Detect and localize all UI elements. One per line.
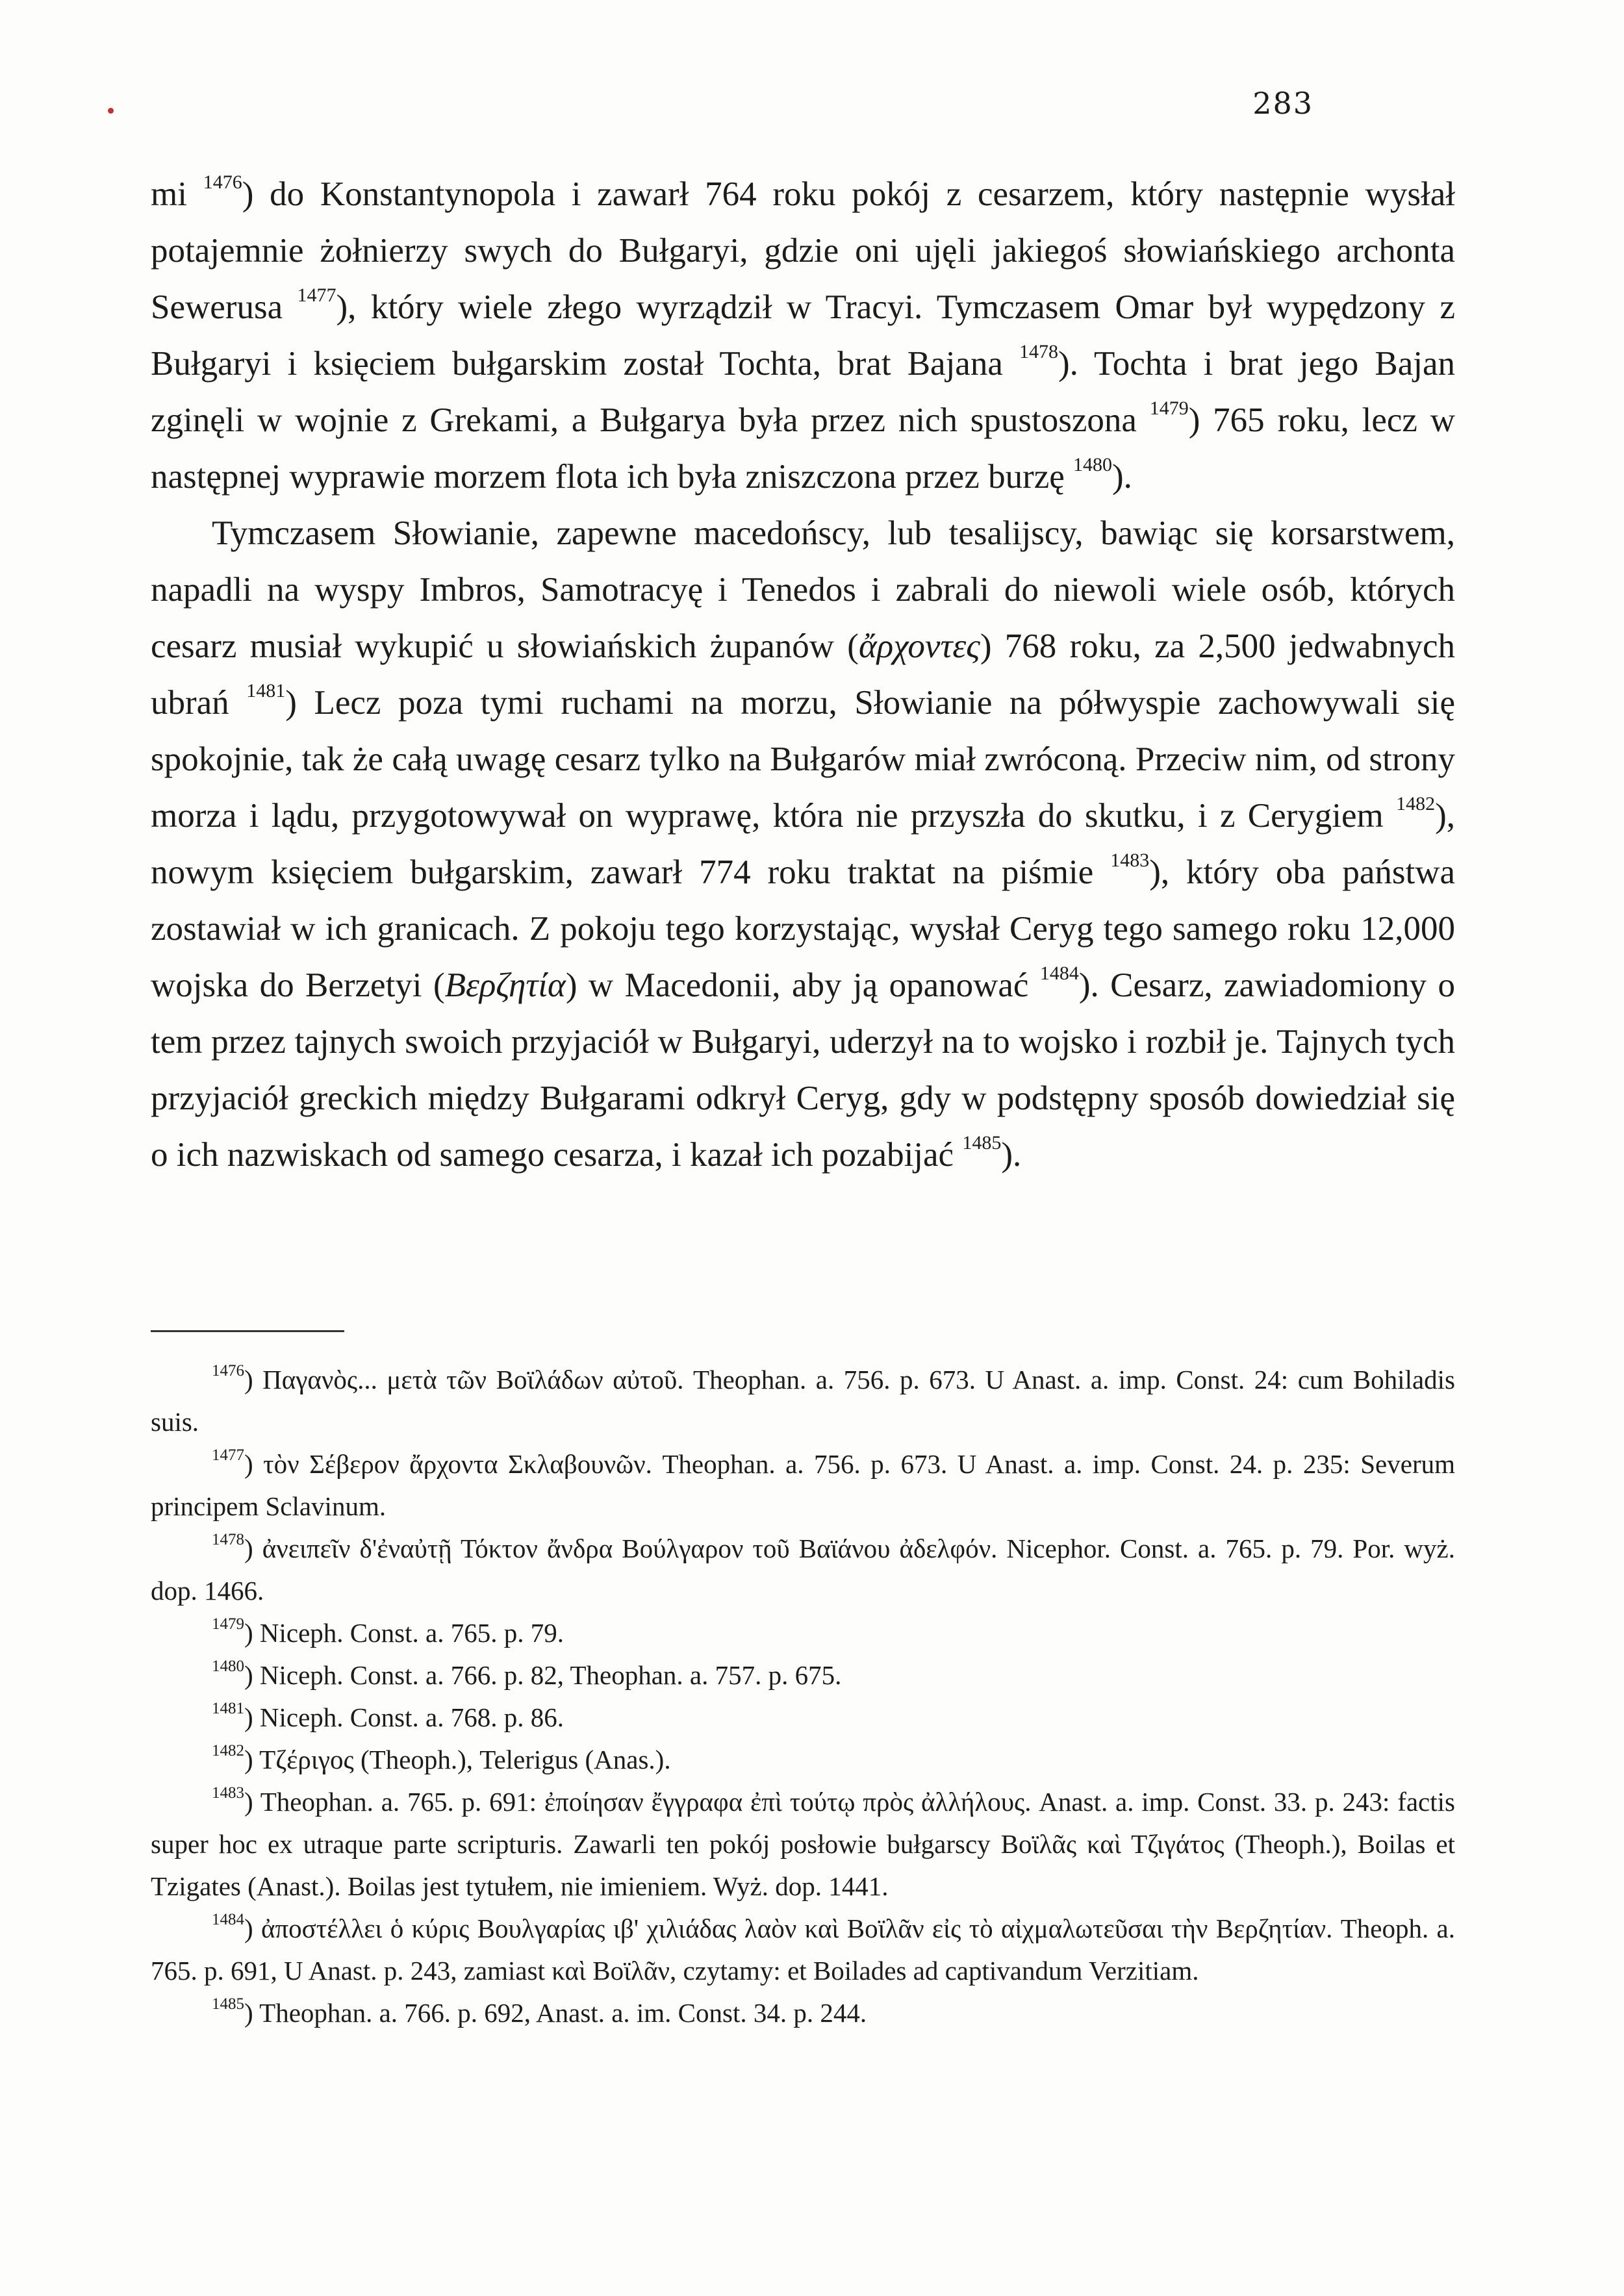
text-run: ) w Macedonii, aby ją opanować: [565, 966, 1040, 1004]
footnote-text: ) Niceph. Const. a. 765. p. 79.: [244, 1618, 564, 1648]
footnote-ref: 1483: [1110, 850, 1150, 871]
footnote-ref: 1478: [1019, 341, 1058, 362]
footnote-text: ) Τζέριγος (Theoph.), Telerigus (Anas.).: [244, 1745, 671, 1774]
paragraph: [151, 166, 1455, 505]
footnote: [151, 1612, 1455, 1654]
paragraph: [151, 505, 1455, 1183]
text-run: ), nowym księciem bułgarskim, zawarł 774 roku traktat na piśmie: [151, 797, 1455, 891]
text-run: ) 765 roku, lecz w następnej wyprawie morzem flota ich była zniszczona przez burzę: [151, 401, 1456, 496]
text-run: ) 768 roku, za 2,500 jedwabnych ubrań: [151, 627, 1455, 722]
footnote-text: ) Niceph. Const. a. 768. p. 86.: [244, 1702, 564, 1732]
footnote-text: ) ἀνειπεῖν δ'ἐναὐτῇ Τόκτον ἄνδρα Βούλγαρον τοῦ Βαϊάνου ἀδελφόν. Nicephor. Const. a. 765. p. 79. Por. wyż. dop. 1466.: [151, 1533, 1455, 1606]
footnote: [151, 1739, 1455, 1781]
text-run: ). Cesarz, zawiadomiony o tem przez tajnych swoich przyjaciół w Bułgaryi, uderzył na to wojsko i rozbił je. Tajnych tych przyjaciół greckich między Bułgarami odkrył Ceryg, gdy w podstępny sposób dowiedział się o ich nazwiskach od samego cesarza, i kazał ich pozabijać: [151, 966, 1455, 1174]
footnote-number: 1478: [212, 1531, 244, 1548]
ink-mark: [108, 108, 114, 114]
page-number: 283: [1252, 86, 1313, 121]
footnote-text: ) Niceph. Const. a. 766. p. 82, Theophan. a. 757. p. 675.: [244, 1660, 842, 1690]
footnote-ref: 1484: [1039, 963, 1079, 984]
footnote-ref: 1482: [1396, 793, 1436, 814]
footnote-text: ) τὸν Σέβερον ἄρχοντα Σκλαβουνῶν. Theophan. a. 756. p. 673. U Anast. a. imp. Const. 24. p. 235: Severum principem Sclavinum.: [151, 1449, 1455, 1521]
greek-term: Βερζητία: [444, 966, 566, 1004]
main-text: [151, 166, 1455, 1183]
text-run: Tymczasem Słowianie, zapewne macedońscy, lub tesalijscy, bawiąc się korsarstwem, napadli na wyspy Imbros, Samotracyę i Tenedos i zabrali do niewoli wiele osób, których cesarz musiał wykupić u słowiańskich żupanów (: [151, 514, 1455, 665]
footnote: [151, 1908, 1455, 1992]
footnote-number: 1477: [212, 1446, 244, 1464]
text-run: ). Tochta i brat jego Bajan zginęli w wojnie z Grekami, a Bułgarya była przez nich spustoszona: [151, 345, 1455, 439]
footnote-number: 1482: [212, 1742, 244, 1760]
footnote-divider: [151, 1330, 344, 1332]
footnote-number: 1479: [212, 1615, 244, 1633]
footnote-number: 1484: [212, 1911, 244, 1928]
footnote-ref: 1480: [1073, 454, 1113, 475]
text-run: ) do Konstantynopola i zawarł 764 roku pokój z cesarzem, który następnie wysłał potajemnie żołnierzy swych do Bułgaryi, gdzie oni ujęli jakiegoś słowiańskiego archonta Sewerusa: [151, 175, 1456, 326]
footnote: [151, 1654, 1455, 1697]
footnote-number: 1476: [212, 1362, 244, 1380]
text-run: mi: [151, 175, 203, 213]
text-run: ), który wiele złego wyrządził w Tracyi. Tymczasem Omar był wypędzony z Bułgaryi i księciem bułgarskim został Tochta, brat Bajana: [151, 288, 1455, 383]
footnote: [151, 1992, 1455, 2034]
footnote-text: ) Theophan. a. 766. p. 692, Anast. a. im. Const. 34. p. 244.: [244, 1998, 867, 2028]
footnotes: [151, 1359, 1455, 2034]
footnote-ref: 1481: [246, 680, 286, 701]
footnote-ref: 1479: [1149, 397, 1189, 419]
footnote: [151, 1528, 1455, 1612]
footnote-ref: 1476: [203, 171, 242, 193]
text-run: ).: [1001, 1136, 1022, 1174]
footnote-number: 1485: [212, 1995, 244, 2013]
footnote: [151, 1359, 1455, 1443]
footnote-text: ) Theophan. a. 765. p. 691: ἐποίησαν ἔγγραφα ἐπὶ τούτῳ πρὸς ἀλλήλους. Anast. a. imp. Const. 33. p. 243: factis super hoc ex utraque parte scripturis. Zawarli ten pokój posłowie bułgarscy Βοϊλᾶς καὶ Τζιγάτος (Theoph.), Boilas et Tzigates (Anast.). Boilas jest tytułem, nie imieniem. Wyż. dop. 1441.: [151, 1787, 1455, 1901]
footnote-number: 1480: [212, 1658, 244, 1675]
greek-term: ἄρχοντες: [858, 627, 980, 665]
footnote: [151, 1781, 1455, 1908]
text-run: ), który oba państwa zostawiał w ich granicach. Z pokoju tego korzystając, wysłał Ceryg tego samego roku 12,000 wojska do Berzetyi (: [151, 853, 1455, 1004]
footnote-text: ) ἀποστέλλει ὁ κύρις Βουλγαρίας ιβ' χιλιάδας λαὸν καὶ Βοϊλᾶν εἰς τὸ αἰχμαλωτεῦσαι τὴν Βερζητίαν. Theoph. a. 765. p. 691, U Anast. p. 243, zamiast καὶ Βοϊλᾶν, czytamy: et Boilades ad captivandum Verzitiam.: [151, 1913, 1455, 1986]
footnote-number: 1481: [212, 1700, 244, 1717]
footnote-ref: 1477: [297, 284, 336, 306]
text-run: ).: [1112, 458, 1132, 496]
footnote-text: ) Παγανὸς... μετὰ τῶν Βοϊλάδων αὐτοῦ. Theophan. a. 756. p. 673. U Anast. a. imp. Const. 24: cum Bohiladis suis.: [151, 1365, 1455, 1437]
footnote: [151, 1697, 1455, 1739]
footnote-number: 1483: [212, 1784, 244, 1802]
footnote: [151, 1443, 1455, 1528]
text-run: ) Lecz poza tymi ruchami na morzu, Słowianie na półwyspie zachowywali się spokojnie, tak że całą uwagę cesarz tylko na Bułgarów miał zwróconą. Przeciw nim, od strony morza i lądu, przygotowywał on wyprawę, która nie przyszła do skutku, i z Cerygiem: [151, 684, 1455, 835]
footnote-ref: 1485: [962, 1132, 1002, 1154]
